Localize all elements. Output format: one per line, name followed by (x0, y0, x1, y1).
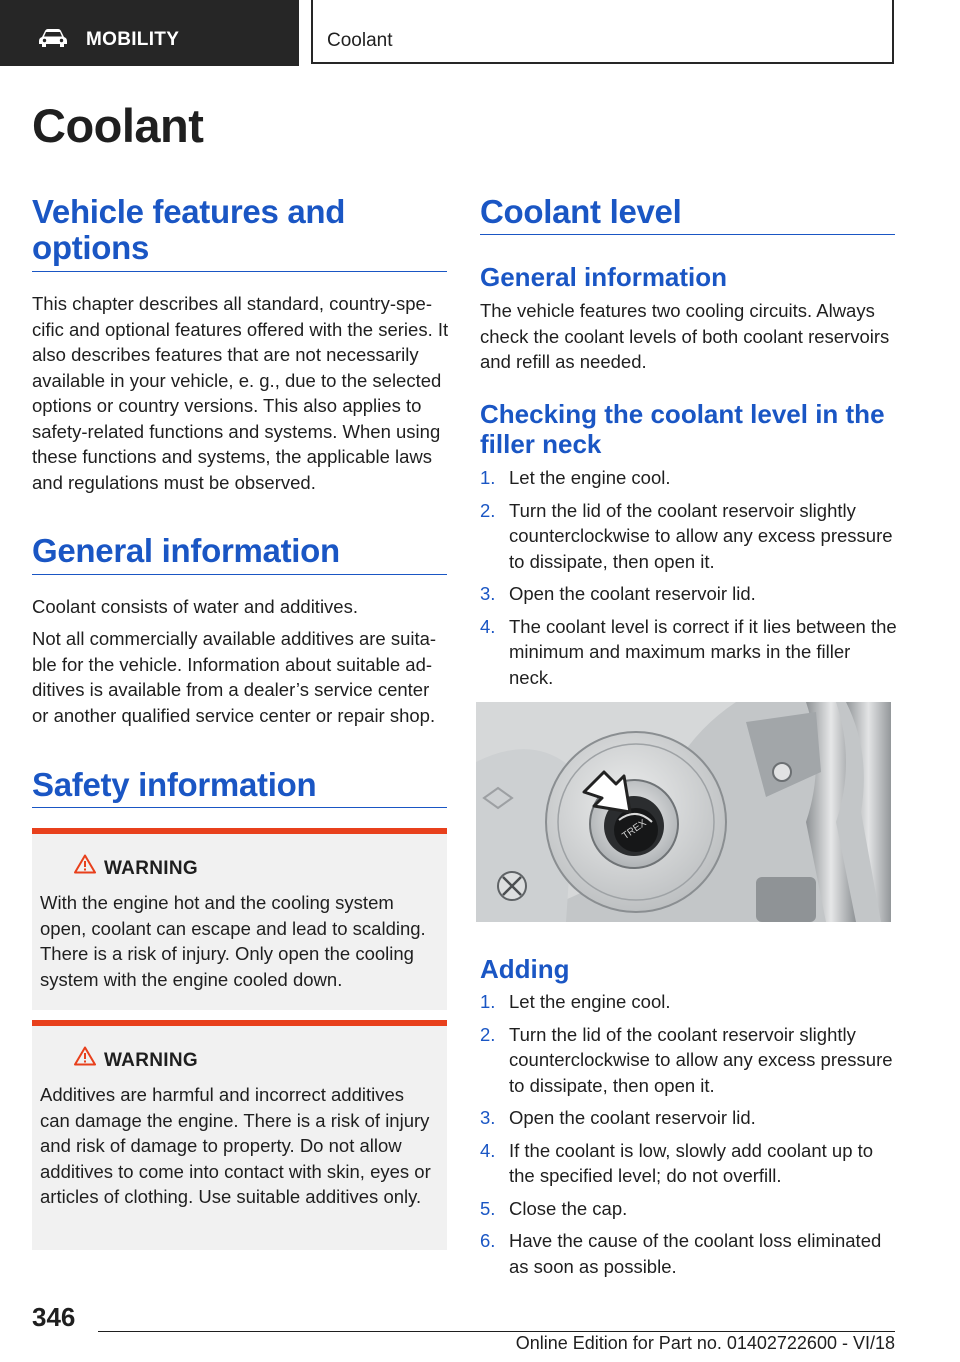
step-text: Close the cap. (509, 1197, 628, 1219)
coolant-reservoir-illustration (476, 702, 891, 922)
section-divider (32, 807, 447, 808)
warning-box (32, 828, 447, 1010)
step-number: 2. (480, 499, 496, 521)
coolant-level-heading: Coolant level (480, 193, 682, 230)
warning-text: Additives are harmful and incorrect additives can damage the engine. There is a risk of injury and risk of damage to property. Do not allow additives to come into contact with skin, eyes or articles of clothing. Use suitable additives only. (40, 1084, 431, 1207)
list-item (480, 1138, 898, 1189)
general-information-heading: General information (32, 532, 340, 569)
checking-level-heading: Checking the coolant level in the filler neck (480, 399, 885, 459)
list-item (480, 1228, 898, 1279)
list-item (480, 465, 898, 491)
car-icon (38, 28, 68, 48)
page-header (0, 0, 960, 66)
vehicle-features-body: This chapter describes all standard, country-specific and optional features offered with the series. It also describes features that are not necessarily available in your vehicle, e. g., due to the selected options or country versions. This also applies to safety-related functions and systems. When using these functions and systems, the applicable laws and regulations must be observed. (32, 293, 449, 493)
step-number: 5. (480, 1197, 496, 1219)
step-text: Let the engine cool. (509, 991, 671, 1012)
warning-box (32, 1020, 447, 1250)
section-label: MOBILITY (86, 29, 180, 50)
chapter-label: Coolant (327, 30, 393, 51)
step-number: 1. (480, 467, 496, 488)
general-information-p2: Not all commercially available additives are suitable for the vehicle. Information about suitable additives is available from a dealer’s service center or another qualified service center or repair shop. (32, 628, 437, 726)
page-number: 346 (32, 1302, 76, 1332)
section-divider (480, 234, 895, 235)
step-number: 4. (480, 1139, 496, 1161)
warning-title: WARNING (104, 1050, 198, 1071)
coolant-reservoir-figure (476, 702, 891, 922)
step-number: 1. (480, 991, 496, 1012)
step-text: Open the coolant reservoir lid. (509, 583, 756, 604)
chapter-tab[interactable] (311, 0, 894, 64)
coolant-general-body: The vehicle features two cooling circuits. Always check the coolant levels of both coolant reservoirs and refill as needed. (480, 300, 890, 372)
step-number: 3. (480, 1107, 496, 1128)
page-title: Coolant (32, 99, 204, 152)
section-divider (32, 271, 447, 272)
edition-label: Online Edition for Part no. 01402722600 - VI/18 (515, 1333, 895, 1353)
step-text: Open the coolant reservoir lid. (509, 1107, 756, 1128)
section-divider (32, 574, 447, 575)
safety-information-heading: Safety information (32, 766, 317, 803)
adding-heading: Adding (480, 954, 570, 984)
step-text: If the coolant is low, slowly add coolant up to the specified level; do not overfill. (509, 1139, 874, 1186)
step-text: The coolant level is correct if it lies between the minimum and maximum marks in the filler neck. (509, 615, 897, 688)
step-text: Turn the lid of the coolant reservoir slightly counterclockwise to allow any excess pressure to dissipate, then open it. (509, 499, 893, 572)
general-information-subheading: General information (480, 262, 728, 292)
checking-steps-list (480, 465, 898, 697)
vehicle-features-heading: Vehicle features and options (32, 193, 346, 266)
step-number: 6. (480, 1230, 496, 1251)
step-text: Let the engine cool. (509, 467, 671, 488)
list-item (480, 1105, 898, 1131)
list-item (480, 989, 898, 1015)
list-item (480, 1196, 898, 1222)
warning-triangle-icon (74, 1046, 96, 1066)
step-text: Turn the lid of the coolant reservoir slightly counterclockwise to allow any excess pressure to dissipate, then open it. (509, 1023, 893, 1096)
step-number: 2. (480, 1023, 496, 1045)
general-information-p1: Coolant consists of water and additives. (32, 596, 358, 617)
footer-divider (98, 1331, 895, 1332)
warning-text: With the engine hot and the cooling system open, coolant can escape and lead to scalding. There is a risk of injury. Only open the cooling system with the engine cooled down. (40, 892, 426, 990)
adding-steps-list (480, 989, 898, 1286)
list-item (480, 581, 898, 607)
step-text: Have the cause of the coolant loss eliminated as soon as possible. (509, 1230, 882, 1277)
warning-triangle-icon (74, 854, 96, 874)
section-tab[interactable] (0, 0, 299, 66)
list-item (480, 498, 898, 575)
list-item (480, 614, 898, 691)
step-number: 3. (480, 583, 496, 604)
step-number: 4. (480, 615, 496, 637)
list-item (480, 1022, 898, 1099)
cap-label: TREX (620, 817, 649, 843)
warning-title: WARNING (104, 858, 198, 879)
